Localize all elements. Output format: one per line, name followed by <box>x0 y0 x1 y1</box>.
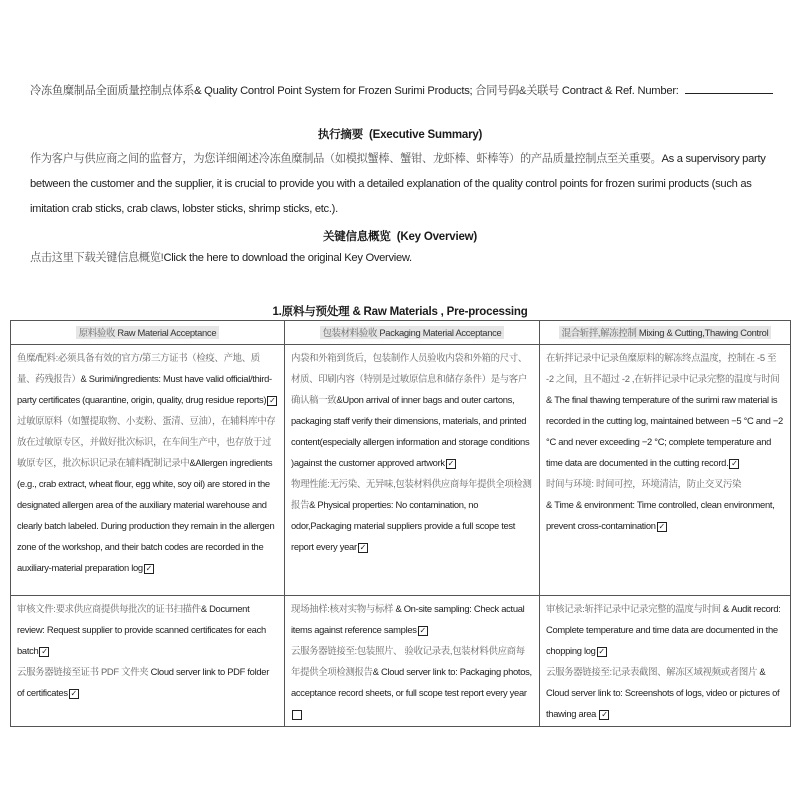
table-cell <box>540 345 791 596</box>
checked-checkbox-icon[interactable]: ✓ <box>658 521 665 531</box>
checked-checkbox-icon[interactable]: ✓ <box>70 688 77 698</box>
para-en: & Physical properties: No contamination, no odor,Packaging material suppliers provide a full scope test report every year <box>291 499 516 552</box>
para-zh: 在斩拌记录中记录鱼糜原料的解冻终点温度，控制在 -5 至 -2 之间，且不超过 -2 ,在斩拌记录中记录完整的温度与时间 <box>546 352 780 384</box>
key-heading-zh: 关键信息概览 <box>322 231 391 243</box>
cell-paragraph <box>17 661 278 703</box>
para-zh: 物理性能:无污染、无异味,包装材料供应商每年提供全项检测报告 <box>291 478 532 510</box>
table-cell <box>11 596 285 727</box>
key-heading-en: (Key Overview) <box>396 231 478 243</box>
checked-checkbox-icon[interactable]: ✓ <box>419 625 426 635</box>
para-zh: 审核记录:斩拌记录中记录完整的温度与时间 <box>546 603 724 614</box>
key-overview-heading <box>0 228 800 244</box>
exec-body-zh: 作为客户与供应商之间的监督方，为您详细阐述冷冻鱼糜制品（如模拟蟹棒、蟹钳、龙虾棒、虾棒等）的产品质量控制点至关重要。 <box>30 153 662 165</box>
para-en: & On-site sampling: Check actual items against reference samples <box>291 603 525 635</box>
exec-heading-zh: 执行摘要 <box>317 129 364 141</box>
table-cell <box>540 596 791 727</box>
contract-number-field[interactable] <box>685 83 773 94</box>
cell-paragraph <box>546 473 784 536</box>
checked-checkbox-icon[interactable]: ✓ <box>447 458 454 468</box>
executive-summary-body <box>30 147 790 222</box>
para-en: & Document review: Request supplier to provide scanned certificates for each batch <box>17 603 266 656</box>
col-zh: 包装材料验收 <box>322 327 378 338</box>
checked-checkbox-icon[interactable]: ✓ <box>359 542 366 552</box>
para-en: & The final thawing temperature of the surimi raw material is recorded in the cutting log, maintained between −5 °C and −2 °C and never exceeding −2 °C; complete temperature and time data are documented in the cutting record. <box>546 394 783 468</box>
title-zh: 冷冻鱼糜制品全面质量控制点体系 <box>30 85 195 97</box>
table-cell <box>285 345 540 596</box>
para-zh: 时间与环境: 时间可控，环境清洁，防止交叉污染 <box>546 478 742 489</box>
column-header-packaging-material <box>285 321 540 345</box>
para-en: Cloud server link to PDF folder of certificates <box>17 666 270 698</box>
cell-paragraph <box>17 410 278 578</box>
para-zh: 云服务器链接至证书 PDF 文件夹 <box>17 666 149 677</box>
table-cell <box>11 345 285 596</box>
checked-checkbox-icon[interactable]: ✓ <box>145 563 153 573</box>
col-en: Raw Material Acceptance <box>117 327 217 338</box>
para-zh: 云服务器链接至:包装照片、 验收记录表,包装材料供应商每年提供全项检测报告 <box>291 645 525 677</box>
table-row <box>11 345 791 596</box>
contract-label-en: Contract & Ref. Number: <box>561 85 679 97</box>
checked-checkbox-icon[interactable]: ✓ <box>598 646 605 656</box>
column-header-raw-material <box>11 321 285 345</box>
checked-checkbox-icon[interactable]: ✓ <box>269 395 276 405</box>
title-en: & Quality Control Point System for Frozen Surimi Products; <box>194 85 473 97</box>
para-zh: 云服务器链接至:记录表截图、解冻区域视频或者图片 <box>546 666 760 677</box>
col-zh: 混合斩拌,解冻控制 <box>561 327 637 338</box>
quality-control-table <box>10 320 791 727</box>
para-en: &Allergen ingredients (e.g., crab extract, wheat flour, egg white, soy oil) are stored in the designated allergen area of the auxiliary material warehouse and clearly batch labeled. During production they remain in the allergen zone of the workshop, and their batch codes are recorded in the auxiliary-material preparation log <box>17 457 275 573</box>
cell-paragraph <box>17 347 278 410</box>
cell-paragraph <box>291 640 533 724</box>
cell-paragraph <box>546 598 784 661</box>
checked-checkbox-icon[interactable]: ✓ <box>731 458 738 468</box>
table-cell <box>285 596 540 727</box>
checked-checkbox-icon[interactable]: ✓ <box>601 709 608 719</box>
para-zh: 现场抽样:核对实物与标样 <box>291 603 396 614</box>
download-link-en[interactable]: Click the here to download the original Key Overview. <box>163 252 412 264</box>
para-en: & Cloud server link to: Packaging photos, acceptance record sheets, or full scope test report every year <box>291 666 532 698</box>
exec-heading-en: (Executive Summary) <box>369 129 483 141</box>
section-title: 1.原料与预处理 & Raw Materials , Pre-processing <box>272 306 528 318</box>
para-en: & Cloud server link to: Screenshots of logs, video or pictures of thawing area <box>546 666 780 719</box>
para-en: &Upon arrival of inner bags and outer cartons, packaging staff verify their dimensions, materials, and printed content(especially allergen information and storage conditions )against the customer approved artwork <box>291 394 530 468</box>
column-header-mixing-thawing <box>540 321 791 345</box>
para-zh: 内袋和外箱到货后，包装制作人员验收内袋和外箱的尺寸、材质、印刷内容（特别是过敏原信息和储存条件）是与客户确认稿一致 <box>291 352 527 405</box>
executive-summary-heading <box>0 126 800 142</box>
empty-checkbox-icon[interactable] <box>292 710 302 720</box>
table-header-row <box>11 321 791 345</box>
para-en: & Audit record: Complete temperature and time data are documented in the chopping log <box>546 603 781 656</box>
document-title-line <box>30 82 790 98</box>
checked-checkbox-icon[interactable]: ✓ <box>41 646 48 656</box>
col-en: Packaging Material Acceptance <box>379 327 502 338</box>
col-en: Mixing & Cutting,Thawing Control <box>638 327 769 338</box>
exec-body-en: As a supervisory party between the customer and the supplier, it is crucial to provide you with a detailed explanation of the quality control points for frozen surimi products (such as imitation crab sticks, crab claws, lobster sticks, shrimp sticks, etc.). <box>30 153 766 215</box>
cell-paragraph <box>546 661 784 724</box>
para-zh: 鱼糜/配料:必须具备有效的官方/第三方证书（检疫、产地、质量、药残报告） <box>17 352 260 384</box>
contract-label-zh: 合同号码&关联号 <box>475 85 560 97</box>
download-key-overview-link[interactable] <box>30 246 790 271</box>
cell-paragraph <box>291 473 533 557</box>
cell-paragraph <box>17 598 278 661</box>
para-zh: 审核文件:要求供应商提供每批次的证书扫描件 <box>17 603 201 614</box>
table-row <box>11 596 791 727</box>
download-link-zh[interactable]: 点击这里下载关键信息概览! <box>30 252 164 264</box>
cell-paragraph <box>291 347 533 473</box>
col-zh: 原料验收 <box>78 327 116 338</box>
para-zh: 过敏原原料（如蟹提取物、小麦粉、蛋清、豆油），在辅料库中存放在过敏原专区，并做好批次标识，在车间生产中，也存放于过敏原专区，批次标识记录在辅料配制记录中 <box>17 415 276 468</box>
para-en: & Surimi/ingredients: Must have valid official/third-party certificates (quarantine, origin, quality, drug residue reports) <box>17 373 272 405</box>
para-en: & Time & environment: Time controlled, clean environment, prevent cross-contamination <box>546 499 775 531</box>
cell-paragraph <box>291 598 533 640</box>
cell-paragraph <box>546 347 784 473</box>
